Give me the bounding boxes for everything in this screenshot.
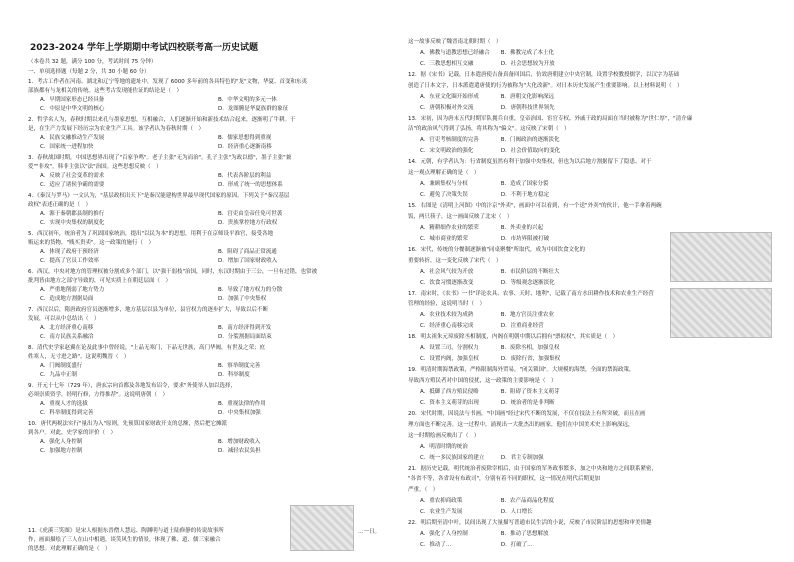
question-text: 批判皆由地方之部守导致的，可见实质上在朝廷层面（ ） — [28, 278, 172, 284]
answer-option[interactable]: B．南方经济得到开发 — [218, 325, 272, 331]
question-text: 21．据历史记载，明代统治者废除宰相后，由于国家的军务政事繁多，加之中央和地方之间联系紧密， — [408, 465, 658, 472]
answer-option[interactable]: D．中央集权加强 — [218, 410, 261, 416]
question-text: 理方面也不断完善，这一过程中，涌现出一大批杰出的画家，他们在中国美术史上影响深远， — [408, 421, 634, 428]
answer-option[interactable]: C．推动了… D．打破了… — [420, 542, 533, 549]
question-text: 作，画面描绘了三人在山中相遇，谈笑风生的情景，体现了佛、道、儒三家融合 — [28, 537, 221, 543]
answer-option[interactable]: B．阻碍了商品正常流通 — [218, 249, 277, 255]
answer-option[interactable]: D．贵族掌控地方行政权 — [218, 220, 278, 226]
painting-image — [290, 505, 354, 551]
answer-option[interactable]: A．抵御了西方殖民侵略 B．阻碍了资本主义萌芽 — [420, 388, 560, 395]
answer-option[interactable]: D．加强了中央集权 — [218, 296, 267, 302]
question-text: 重要转折，这一变化反映了宋代（ ） — [408, 257, 502, 264]
question-text: 这一观点理解正确的是（ ） — [408, 170, 480, 177]
question-text: 17．南宋时，《农书》一书"详论农具、农事、天时、地利"，记载了南方水田耕作技术和农业生产经营 — [408, 290, 654, 297]
question-text: 22．明后期至清中叶，民间出现了大量描写普通市民生活的小说，反映了市民阶层的思想和审美情趣 — [408, 520, 652, 527]
question-text: 20．宋代时期，因说法与书画，"中国画"经过宋代不断的发展，不仅在技法上有所突破，而且在画 — [408, 410, 646, 417]
question-text: 部族都有与龙相关的传统。这些考古发现能佐证的结论是（ ） — [28, 88, 183, 94]
exam-title: 2023-2024 学年上学期期中考试四校联考高一历史试题 — [30, 43, 258, 53]
answer-option[interactable]: C．唐朝积极对外交流 D．唐朝科技世界领先 — [420, 104, 555, 111]
answer-option[interactable]: C．饮食习惯逐渐改变 D．等级观念逐渐淡化 — [420, 279, 555, 286]
question-text: 洁"的政治风气得到了弘扬，将其称为"偏文"。这反映了宋朝（ ） — [408, 126, 570, 133]
answer-option[interactable]: A．强化了人身控制 B．推动了思想解放 — [420, 531, 549, 538]
question-text: 管理的经验，这说明当时（ ） — [408, 301, 486, 308]
section-heading: 一、单项选择题（每题 2 分，共 30 小题 60 分） — [28, 69, 150, 75]
answer-option[interactable]: A．强化人身控制 — [40, 439, 83, 445]
answer-option[interactable]: A．体现了政府干预经济 — [40, 249, 99, 255]
question-text: 6．西汉，中央对地方的管理权被分割成多个部门，以"强干弱枝"治国，同时，东汉时期由于三公，一旦有过错，也常被 — [28, 269, 318, 275]
question-text: 姓寒人，无寸进之路"。这说明魏晋（ ） — [28, 354, 130, 360]
answer-option[interactable]: A．官吏考核制度的完善 B．门阀政治的逐渐淡化 — [420, 137, 560, 144]
question-text: 导致西方殖民者对中国的侵扰，这一政策的主要影响是（ ） — [408, 378, 557, 385]
question-text: 10．唐代两税法实行"量出为入"原则，先预算国家财政开支的总额，然后把它摊派 — [28, 421, 228, 427]
question-text: 严重。（ ） — [408, 487, 439, 494]
question-text: 这一故事反映了魏晋南北朝时期（ ） — [408, 39, 502, 45]
exam-subtitle: （本卷共 32 题，满分 100 分，考试时间 75 分钟） — [28, 59, 157, 65]
question-text: 7．西汉以后，隋唐政府官员逐渐增多，地方基层以县为单位，县官权力的逐步扩大，导致以后不断 — [28, 307, 269, 313]
question-text: 15．右图是《清明上河图》中的汴京"外卖"，画面中可以看到，有一个送"外卖"的伙计，他一手拿着两碗 — [408, 203, 662, 210]
question-text: 12．据《宋书》记载，日本遣唐使吉备真备回国后，仿效唐朝建立中央官制，设置学校教授儒学，以汉字为基础 — [408, 71, 680, 78]
question-text: 19．明清时期海禁政策，严格限制海外贸易，"闭关锁国"。大规模的海禁，全面的禁海政策， — [408, 367, 635, 374]
question-text: 贩运来的货物，"贱买贵卖"。这一政策的施行（ ） — [28, 240, 155, 246]
question-text: 到各户。对此，史学家的评价（ ） — [28, 430, 117, 436]
answer-option[interactable]: A．严重地削弱了地方势力 — [40, 287, 105, 293]
answer-option[interactable]: C．南方民族关系融洽 — [40, 334, 94, 340]
question-text: 8．清代史学家赵翼在论及此事中曾经说，"上品无寒门，下品无世族，高门华阀，有世及之荣；庶 — [28, 345, 266, 351]
question-text: 饭，两只筷子，这一画面反映了北宋（ ） — [408, 213, 513, 220]
answer-option[interactable]: A．重视人才的选拔 — [40, 401, 88, 407]
answer-option[interactable]: B．增加财政收入 — [218, 439, 261, 445]
answer-option[interactable]: C．九品中正制 — [40, 372, 77, 378]
question-text: 14．元朝，有学者认为：行省制度虽然有利于加强中央集权，但也为以后地方割据留下了隐患。对于 — [408, 159, 652, 166]
answer-option[interactable]: C．造成地方割据局面 — [40, 296, 94, 302]
question-text: 发展，可以从中总结出（ ） — [28, 316, 100, 322]
answer-option[interactable]: C．设置内阁，加强皇权 D．废除行省，加强集权 — [420, 356, 561, 363]
answer-option[interactable]: C．中原是中华文明的核心 — [40, 106, 105, 112]
dining-image — [670, 288, 772, 338]
answer-option[interactable]: D．龙图腾是华夏族群的象征 — [218, 106, 289, 112]
answer-option[interactable]: C．统一多民族国家的建立 D．君主专制加强 — [420, 454, 544, 461]
answer-option[interactable]: C．实现中央集权的制度化 — [40, 220, 105, 226]
question-text: 18．明太祖朱元璋废除丞相制度，内阁在明朝中期以后拥有"票拟权"，其实质是（ ） — [408, 334, 619, 341]
question-text: 5．西汉初年，统治者为了巩固国家统治，提出"以民为本"的思想，用利于在京师设平准官，接受各地 — [28, 231, 274, 237]
answer-option[interactable]: A．社会风气较为开放 B．市民阶层的不断壮大 — [420, 268, 560, 275]
answer-option[interactable]: A．农业技术较为成熟 B．地方官员注重农业 — [420, 312, 555, 319]
answer-option[interactable]: A．民族交融推动生产发展 — [40, 135, 105, 141]
question-text: 4．《秦汉与罗马》一文认为，"基层政权出天下"是秦汉能建构世界最早现代国家的原因。下列关于"秦汉基层 — [28, 193, 290, 199]
fragment-text: …一日。 — [358, 529, 381, 535]
answer-option[interactable]: A．反映了社会变革的需求 — [40, 173, 105, 179]
answer-option[interactable]: A．早期国家形态已经具备 — [40, 97, 105, 103]
answer-option[interactable]: A．佛教与道教思想已经融合 B．佛教完成了本土化 — [420, 49, 555, 56]
answer-option[interactable]: A．兼顾集权与分权 B．造成了国家分裂 — [420, 181, 549, 188]
answer-option[interactable]: B．重视法律的作用 — [218, 401, 266, 407]
question-text: 9．开元十七年（729 年），唐玄宗向首都及各地发布诏令，要求"务使举人加以选择， — [28, 383, 237, 389]
question-text: 这一时期绘画反映出了（ ） — [408, 432, 480, 439]
question-text: 11.《虎溪三笑图》是宋人根据东晋僧人慧远、陶渊明与道士陆修静的传说故事所 — [28, 528, 224, 534]
answer-option[interactable]: B．儒家思想得到重视 — [218, 135, 272, 141]
question-text: 的思想。对此理解正确的是（ ） — [28, 546, 111, 552]
answer-option[interactable]: A．精耕细作农业的繁荣 B．外卖业的兴起 — [420, 224, 544, 231]
question-text: 政权"表述正确的是（ ） — [28, 202, 92, 208]
question-text: 1．考古工作者在河南、湖北和辽宁等地的遗址中，发现了 6000 多年前的各具特色的"龙"文物，华夏、首变和东夷 — [28, 79, 308, 85]
question-text: "各省不等，各省设有布政司"，分别有着不同的职权，这一情况在明代后期更加 — [408, 476, 601, 483]
answer-option[interactable]: A．设置三司，分割权力 B．废除丞相，加强皇权 — [420, 345, 560, 352]
answer-option[interactable]: B．宫吏由皇帝任免可世袭 — [218, 211, 283, 217]
answer-option[interactable]: A．重农抑商政策 B．农产品商品化程度 — [420, 498, 555, 505]
answer-option[interactable]: C．农业生产发展 D．人口增长 — [420, 509, 533, 516]
answer-option[interactable]: B．导致了地方权力的分散 — [218, 287, 283, 293]
answer-option[interactable]: A．门阀制度盛行 — [40, 363, 83, 369]
answer-option[interactable]: C．宋文明政治的强化 D．社会价值取向的变化 — [420, 148, 561, 155]
answer-option[interactable]: A．北方经济重心南移 — [40, 325, 94, 331]
answer-option[interactable]: B．代表各阶层的利益 — [218, 173, 272, 179]
question-text: 爱""非攻"，韩非主张以"法"治国。这些思想反映（ ） — [28, 164, 162, 170]
answer-option[interactable]: B．察举制度完善 — [218, 363, 261, 369]
answer-option[interactable]: C．国家统一进程加快 — [40, 144, 94, 150]
question-text: 3．春秋战国时期，中国思想界出现了"百家争鸣"。老子主张"无为而治"，孔子主张"为政以德"，墨子主张"兼 — [28, 155, 292, 161]
question-text: 是，在生产力发展下经历宗为农业生产工具。该学者认为春秋时期（ ） — [28, 126, 205, 132]
answer-option[interactable]: D．经济重心逐渐南移 — [218, 144, 272, 150]
answer-option[interactable]: C．科举制度得到完善 — [40, 410, 94, 416]
answer-option[interactable]: A．源于秦朝郡县制的推行 — [40, 211, 105, 217]
answer-option[interactable]: D．科举制度 — [218, 372, 250, 378]
answer-option[interactable]: D．分裂割据局面结束 — [218, 334, 272, 340]
qingming-image — [670, 232, 772, 282]
answer-option[interactable]: C．提高了官员工作效率 — [40, 258, 99, 264]
question-text: 必须崇质资学，经明行修，方得推荐"。这说明唐朝（ ） — [28, 392, 169, 398]
answer-option[interactable]: D．形成了统一的思想体系 — [218, 182, 283, 188]
question-text: 创造了日本文字，日本派遣遣唐使的行为被称为"大化改新"。对日本历史发展产生重要影响。以上材料说明（ ） — [408, 82, 683, 89]
answer-option[interactable]: C．城市商业的繁荣 D．市坊界限被打破 — [420, 235, 550, 242]
answer-option[interactable]: B．中华文明的多元一体 — [218, 97, 277, 103]
answer-option[interactable]: C．三教思想相互交融 D．社会思想较为开放 — [420, 60, 555, 67]
question-text: 16．宋代，传统的分餐制逐渐被"同桌聚餐"所取代，成为中国饮食文化的 — [408, 246, 586, 253]
answer-option[interactable]: A．明清时期的统治 — [420, 443, 468, 450]
answer-option[interactable]: A．东亚文化圈开始形成 B．唐朝文化影响深远 — [420, 93, 555, 100]
answer-option[interactable]: D．减轻农民负担 — [218, 448, 261, 454]
question-text: 2．哲学名人为，春秋时期以来孔与墨家思想，互相融合，人们逐渐开始和新技术结合起来，逐渐明了牛耕。于 — [28, 117, 296, 123]
answer-option[interactable]: D．增加了国家财政收入 — [218, 258, 278, 264]
answer-option[interactable]: C．经济重心南移完成 D．注重商业经营 — [420, 323, 544, 330]
answer-option[interactable]: C．适应了诸侯争霸的需要 — [40, 182, 105, 188]
answer-option[interactable]: C．避免了决策失误 D．不利于地方稳定 — [420, 192, 550, 199]
question-text: 13．宋初，因为唐末五代时期军队拥兵自重，皇帝治国、宦官专权、外戚干政的局面在当时被称为"世仁厚"，"清介廉 — [408, 115, 693, 122]
answer-option[interactable]: C．加强地方控制 — [40, 448, 83, 454]
answer-option[interactable]: C．资本主义萌芽的出现 D．统治者的是非判断 — [420, 399, 555, 406]
